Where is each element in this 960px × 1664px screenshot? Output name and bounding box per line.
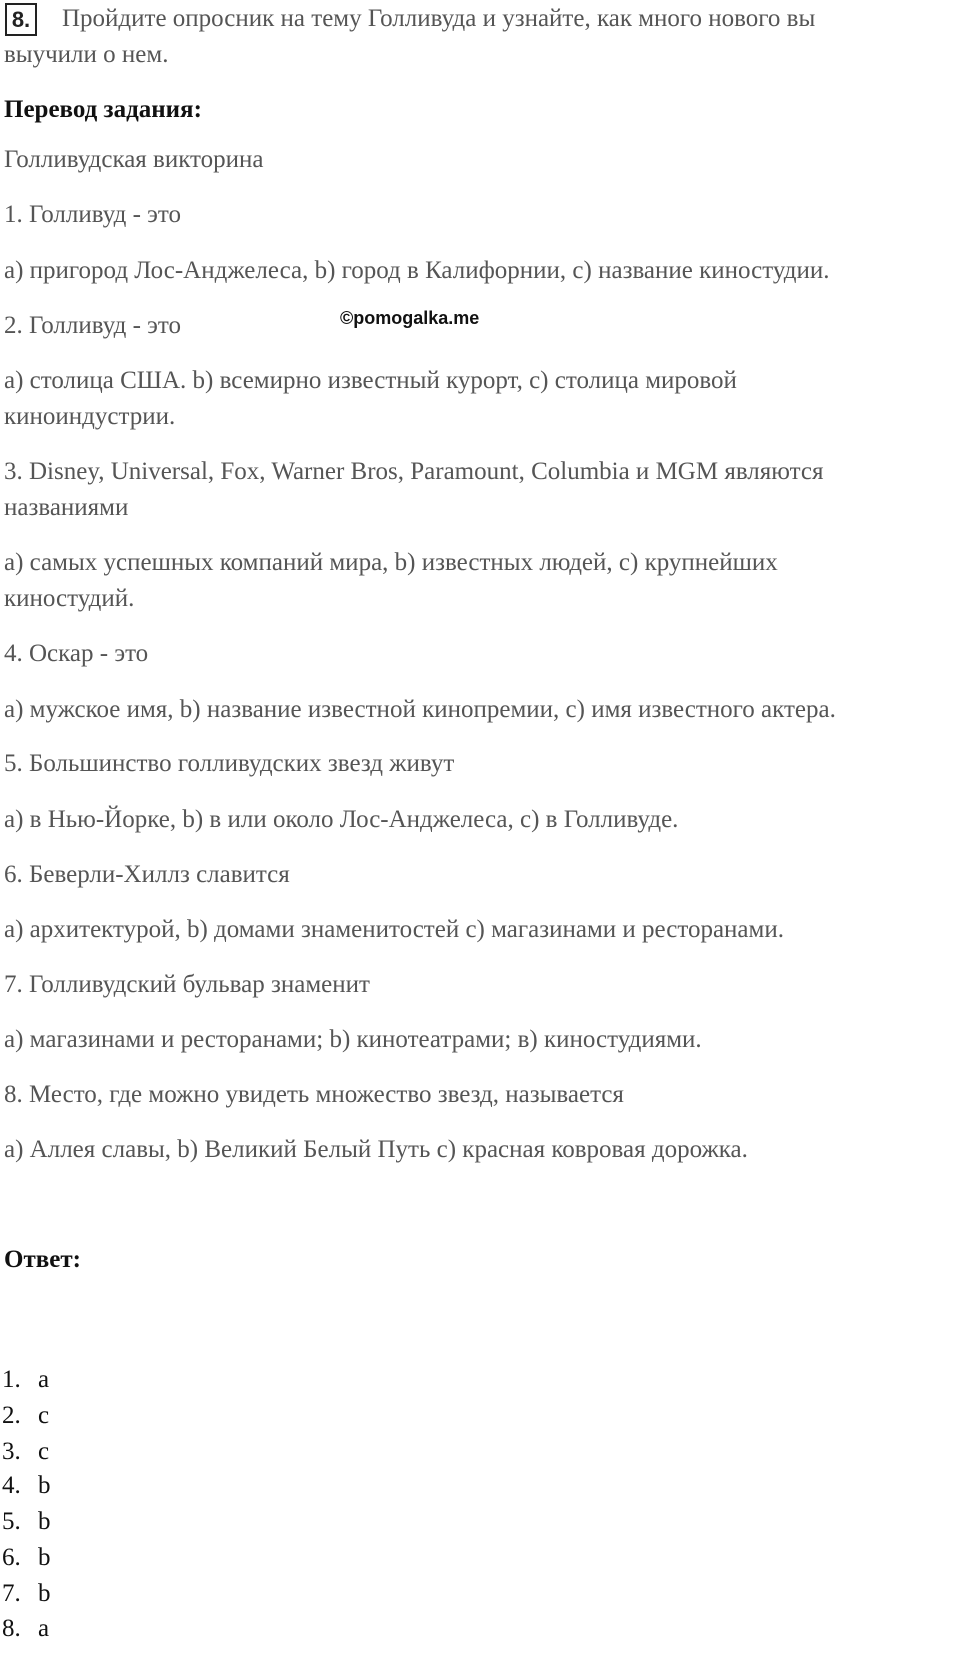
question-4: 4. Оскар - это bbox=[4, 640, 149, 667]
answer-item: 7. b bbox=[2, 1580, 51, 1607]
question-4-options: a) мужское имя, b) название известной кинопремии, c) имя известного актера. bbox=[4, 696, 836, 723]
question-3-cont: названиями bbox=[4, 494, 129, 521]
question-6-options: a) архитектурой, b) домами знаменитостей c) магазинами и ресторанами. bbox=[4, 916, 784, 943]
answer-item: 6. b bbox=[2, 1544, 51, 1571]
question-5-options: a) в Нью-Йорке, b) в или около Лос-Анджелеса, c) в Голливуде. bbox=[4, 806, 679, 833]
translation-heading: Перевод задания: bbox=[4, 96, 202, 123]
task-instruction-line1: Пройдите опросник на тему Голливуда и узнайте, как много нового вы bbox=[62, 5, 816, 32]
question-7-options: a) магазинами и ресторанами; b) кинотеатрами; в) киностудиями. bbox=[4, 1026, 702, 1053]
question-3-options: a) самых успешных компаний мира, b) известных людей, c) крупнейших bbox=[4, 549, 778, 576]
answer-item: 2. c bbox=[2, 1402, 50, 1429]
task-number-box: 8. bbox=[5, 3, 37, 36]
question-5: 5. Большинство голливудских звезд живут bbox=[4, 750, 455, 777]
answer-item: 5. b bbox=[2, 1508, 51, 1535]
question-3-options-cont: киностудий. bbox=[4, 585, 135, 612]
answer-item: 1. a bbox=[2, 1366, 50, 1393]
question-1-options: a) пригород Лос-Анджелеса, b) город в Калифорнии, c) название киностудии. bbox=[4, 257, 830, 284]
question-1: 1. Голливуд - это bbox=[4, 201, 182, 228]
answer-item: 3. c bbox=[2, 1438, 50, 1465]
answer-item: 4. b bbox=[2, 1472, 51, 1499]
answer-heading: Ответ: bbox=[4, 1246, 81, 1273]
question-2: 2. Голливуд - это bbox=[4, 312, 182, 339]
question-7: 7. Голливудский бульвар знаменит bbox=[4, 971, 370, 998]
question-8: 8. Место, где можно увидеть множество звезд, называется bbox=[4, 1081, 624, 1108]
answer-item: 8. a bbox=[2, 1615, 50, 1642]
task-instruction-line2: выучили о нем. bbox=[4, 41, 169, 68]
quiz-title: Голливудская викторина bbox=[4, 146, 264, 173]
question-8-options: a) Аллея славы, b) Великий Белый Путь c) красная ковровая дорожка. bbox=[4, 1136, 748, 1163]
question-2-options-cont: киноиндустрии. bbox=[4, 403, 176, 430]
question-2-options: a) столица США. b) всемирно известный курорт, c) столица мировой bbox=[4, 367, 737, 394]
watermark: ©pomogalka.me bbox=[340, 308, 480, 328]
question-3: 3. Disney, Universal, Fox, Warner Bros, Paramount, Columbia и MGM являются bbox=[4, 458, 824, 485]
question-6: 6. Беверли-Хиллз славится bbox=[4, 861, 290, 888]
